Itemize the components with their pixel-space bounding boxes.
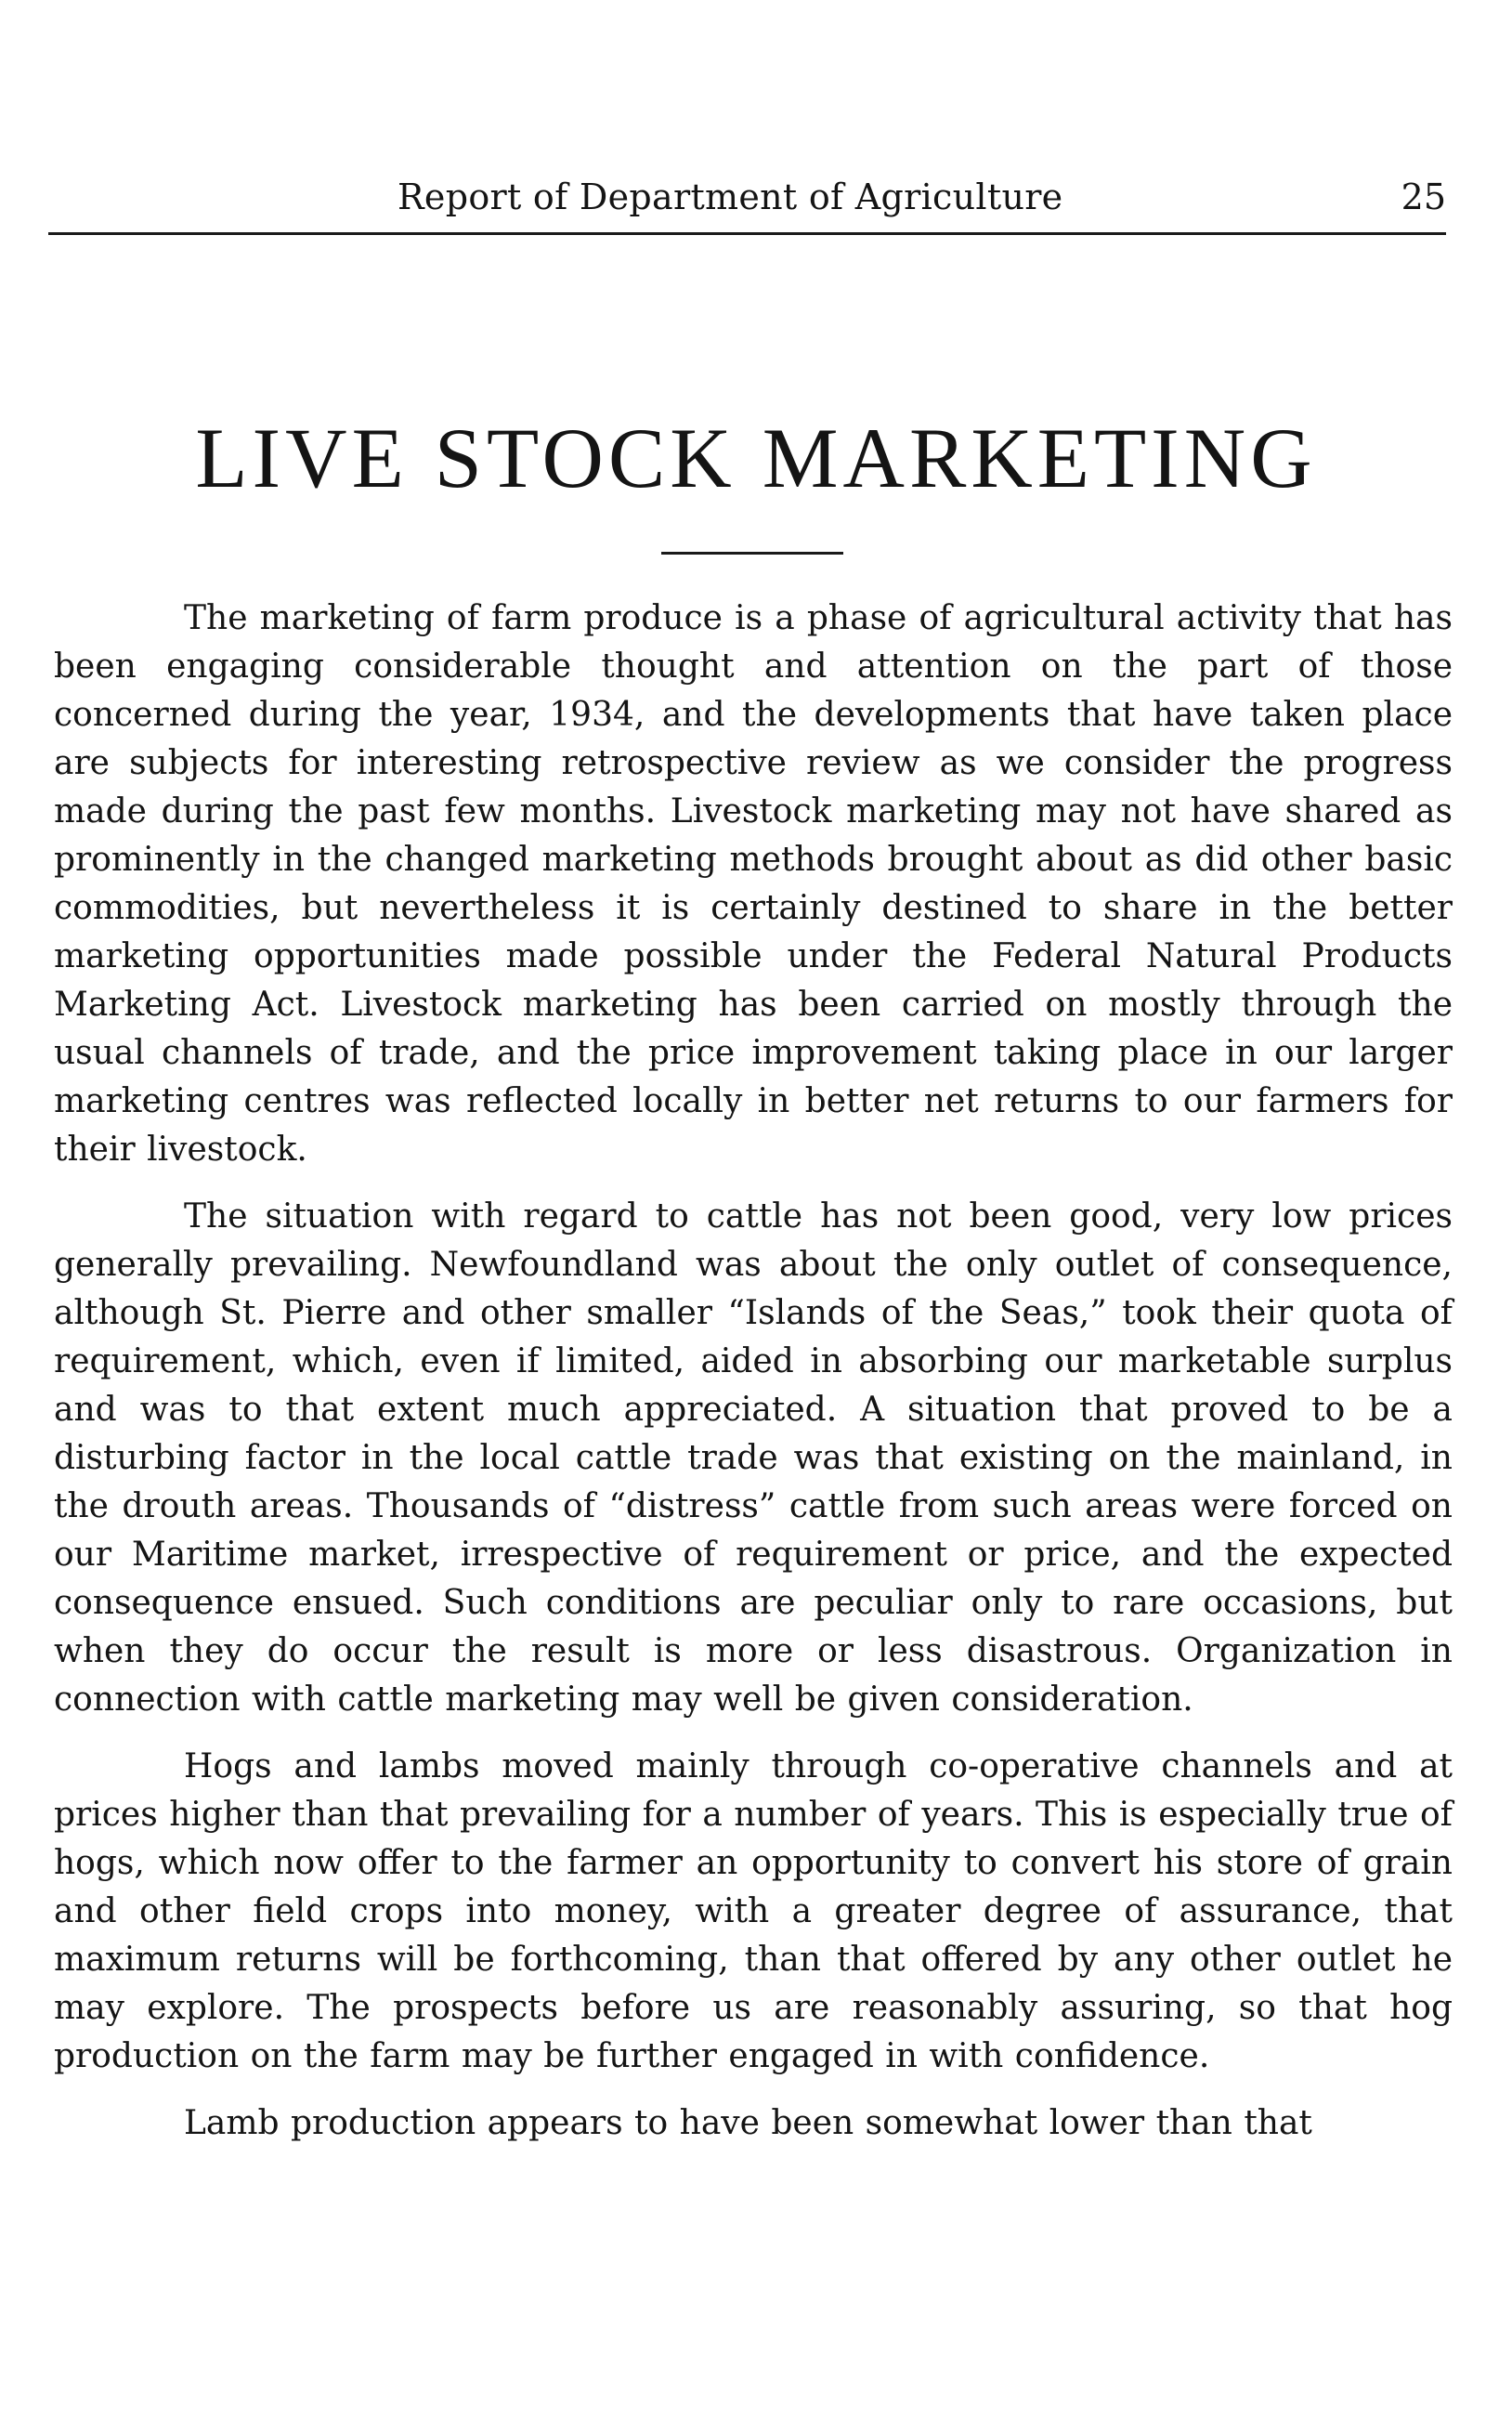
- paragraph-livestock-marketing: The marketing of farm produce is a phase of agricultural activity that has been engaging considerable thought and attention on the part of those concerned during the year, 1934, and the developments that have taken place are subjects for interesting retrospective review as we consider the progress made during the past few months. Livestock marketing may not have shared as prominently in the changed marketing methods brought about as did other basic commodities, but nevertheless it is certainly destined to share in the better marketing opportunities made possible under the Federal Natural Products Marketing Act. Livestock marketing has been carried on mostly through the usual channels of trade, and the price improvement taking place in our larger marketing centres was reflected locally in better net returns to our farmers for their livestock.: [54, 599, 1453, 1169]
- paragraph-cattle-situation: The situation with regard to cattle has not been good, very low prices generally prevailing. Newfoundland was about the only outlet of consequence, although St. Pierre and other smaller “Islands of the Seas,” took their quota of requirement, which, even if limited, aided in absorbing our marketable surplus and was to that extent much appreciated. A situation that proved to be a disturbing factor in the local cattle trade was that existing on the mainland, in the drouth areas. Thousands of “distress” cattle from such areas were forced on our Maritime market, irrespective of requirement or price, and the expected consequence ensued. Such conditions are peculiar only to rare occasions, but when they do occur the result is more or less disastrous. Organization in connection with cattle marketing may well be given consideration.: [54, 1197, 1453, 1719]
- running-title: Report of Department of Agriculture: [398, 177, 1063, 217]
- article-body: [54, 595, 1453, 2166]
- section-title: LIVE STOCK MARKETING: [195, 411, 1317, 505]
- paragraph-lamb-production: Lamb production appears to have been somewhat lower than that: [184, 2104, 1312, 2142]
- paragraph-hogs-and-lambs: Hogs and lambs moved mainly through co-operative channels and at prices higher than that prevailing for a number of years. This is especially true of hogs, which now offer to the farmer an opportunity to convert his store of grain and other field crops into money, with a greater degree of assurance, that maximum returns will be forthcoming, than that offered by any other outlet he may explore. The prospects before us are reasonably assuring, so that hog production on the farm may be further engaged in with confidence.: [54, 1747, 1453, 2075]
- running-header: [48, 167, 1446, 235]
- title-divider: [661, 552, 843, 555]
- page-number: 25: [1401, 177, 1446, 217]
